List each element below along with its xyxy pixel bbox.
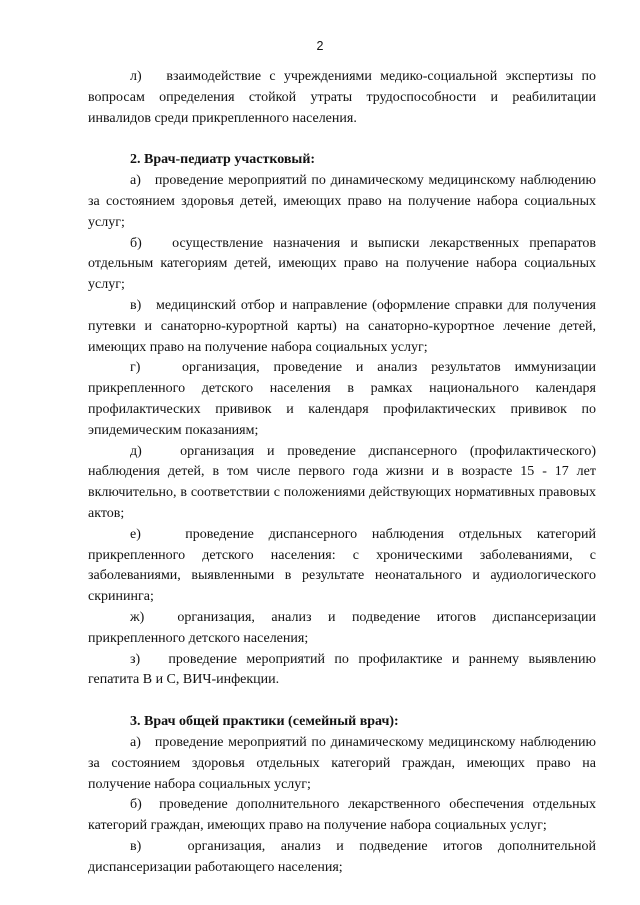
pediatrician-item-z: з) проведение мероприятий по профилактике и раннему выявлению гепатита В и С, ВИЧ-инфекции.	[88, 651, 596, 688]
spacer	[88, 691, 596, 712]
item-l-rehabilitation: л) взаимодействие с учреждениями медико-социальной экспертизы по вопросам определения стойкой утраты трудоспособности и реабилитации инвалидов среди прикрепленного населения.	[88, 69, 596, 126]
pediatrician-item-a: а) проведение мероприятий по динамическому медицинскому наблюдению за состоянием здоровья детей, имеющих право на получение набора социальных услуг;	[88, 173, 596, 230]
pediatrician-item-d: д) организация и проведение диспансерного (профилактического) наблюдения детей, в том числе первого года жизни и в возрасте 15 - 17 лет включительно, в соответствии с положениями действующих нормативных правовых актов;	[88, 443, 596, 521]
section-heading-pediatrician: 2. Врач-педиатр участковый:	[130, 152, 316, 168]
gp-item-b: б) проведение дополнительного лекарственного обеспечения отдельных категорий граждан, имеющих право на получение набора социальных услуг;	[88, 797, 596, 834]
pediatrician-item-v: в) медицинский отбор и направление (оформление справки для получения путевки и санаторно-курортной карты) на санаторно-курортное лечение детей, имеющих право на получение набора социальных услуг;	[88, 297, 596, 355]
pediatrician-item-zh: ж) организация, анализ и подведение итогов диспансеризации прикрепленного детского населения;	[88, 609, 596, 646]
pediatrician-item-e: е) проведение диспансерного наблюдения отдельных категорий прикрепленного детского населения: с хроническими заболеваниями, с заболеваниями, выявленными в результате неонатального и аудиологического скрининга;	[88, 526, 596, 605]
document-body	[88, 67, 596, 878]
page-number: 2	[316, 39, 324, 53]
pediatrician-item-g: г) организация, проведение и анализ результатов иммунизации прикрепленного детского населения в рамках национального календаря профилактических прививок и календаря профилактических прививок по эпидемическим показаниям;	[88, 360, 596, 438]
section-heading-general-practitioner: 3. Врач общей практики (семейный врач):	[130, 714, 399, 730]
gp-item-a: а) проведение мероприятий по динамическому медицинскому наблюдению за состоянием здоровья отдельных категорий граждан, имеющих право на получение набора социальных услуг;	[88, 734, 596, 792]
gp-item-v: в) организация, анализ и подведение итогов дополнительной диспансеризации работающего населения;	[88, 838, 596, 875]
pediatrician-item-b: б) осуществление назначения и выписки лекарственных препаратов отдельным категориям детей, имеющих право на получение набора социальных услуг;	[88, 235, 596, 293]
spacer	[88, 129, 596, 150]
